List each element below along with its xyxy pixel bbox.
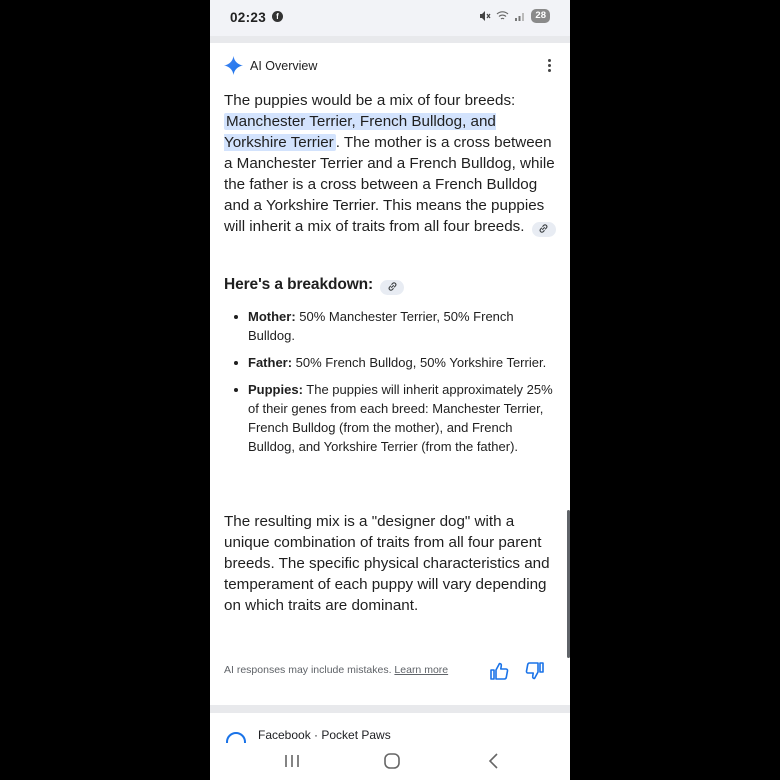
- ai-overview-card: [210, 43, 570, 705]
- list-item: [234, 307, 556, 345]
- intro-paragraph: [224, 90, 556, 237]
- phone-screen: [210, 0, 570, 780]
- section-divider: [210, 705, 570, 713]
- conclusion-paragraph: The resulting mix is a "designer dog" with a unique combination of traits from all four parent breeds. The specific physical characteristics and temperament of each puppy will vary depending on which traits are dominant.: [224, 513, 550, 614]
- highlighted-breeds: Manchester Terrier, French Bulldog, and Yorkshire Terrier: [224, 113, 496, 151]
- mute-icon: [479, 10, 491, 22]
- system-nav-bar: [210, 743, 570, 780]
- section-divider: [210, 36, 570, 43]
- ai-overview-header: [224, 56, 317, 75]
- result-source-label: Facebook · Pocket Paws: [258, 728, 391, 742]
- bullet-label: Father:: [248, 355, 293, 370]
- ai-overview-title: AI Overview: [250, 58, 318, 73]
- list-item: [234, 380, 556, 456]
- disclaimer: [224, 664, 448, 676]
- bullet-text: 50% Manchester Terrier, 50% French Bulldog.: [248, 309, 514, 343]
- home-icon[interactable]: [380, 751, 404, 771]
- status-icons: [479, 9, 550, 23]
- more-options-icon[interactable]: [548, 59, 552, 73]
- source-avatar: [226, 732, 246, 743]
- bullet-text: The puppies will inherit approximately 25% of their genes from each breed: Manchester Terrier, French Bulldog (from the mother), and French Bulldog, and Yorkshire Terrier (from the father).: [248, 382, 553, 454]
- scrollbar[interactable]: [567, 510, 570, 658]
- wifi-icon: [496, 10, 509, 22]
- battery-indicator: 28: [531, 9, 550, 23]
- intro-text-end: . The mother is a cross between a Manchester Terrier and a French Bulldog, while the father is a cross between a French Bulldog and a Yorkshire Terrier. This means the puppies will inherit a mix of traits from all four breeds.: [224, 134, 555, 235]
- status-time: 02:23: [230, 10, 267, 25]
- next-search-result[interactable]: [210, 713, 570, 743]
- source-link-icon[interactable]: [532, 222, 556, 237]
- disclaimer-text: AI responses may include mistakes.: [224, 664, 392, 676]
- bullet-text: 50% French Bulldog, 50% Yorkshire Terrier.: [292, 355, 547, 370]
- intro-text-start: The puppies would be a mix of four breeds:: [224, 92, 516, 109]
- source-link-icon[interactable]: [380, 280, 404, 295]
- thumbs-down-icon[interactable]: [525, 661, 545, 681]
- bullet-label: Puppies:: [248, 382, 303, 397]
- bullet-label: Mother:: [248, 309, 296, 324]
- breakdown-list: [234, 307, 556, 464]
- sparkle-icon: [224, 56, 243, 75]
- breakdown-heading-text: Here's a breakdown:: [224, 276, 374, 293]
- learn-more-link[interactable]: Learn more: [394, 664, 449, 676]
- facebook-icon: f: [272, 11, 283, 22]
- list-item: [234, 353, 556, 372]
- status-bar: [210, 0, 570, 36]
- thumbs-up-icon[interactable]: [489, 661, 509, 681]
- back-icon[interactable]: [482, 751, 506, 771]
- signal-icon: [514, 10, 526, 22]
- recent-apps-icon[interactable]: [280, 751, 304, 771]
- breakdown-heading: [224, 276, 404, 295]
